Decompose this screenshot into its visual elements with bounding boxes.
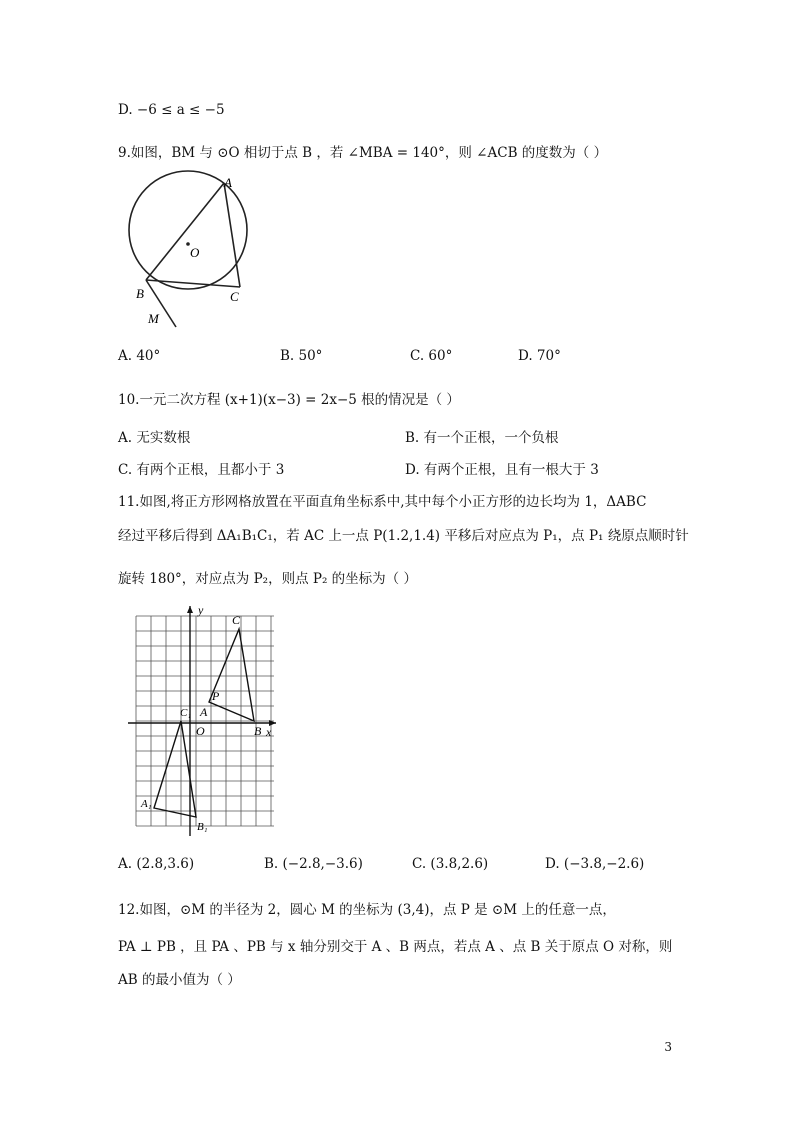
q11-stem-line1: 11.如图,将正方形网格放置在平面直角坐标系中,其中每个小正方形的边长均为 1，ΔABC [118, 494, 647, 510]
q11-option-a: A. (2.8,3.6) [118, 856, 195, 872]
label-c: C [230, 289, 239, 304]
q9-stem: 9.如图，BM 与 ⊙O 相切于点 B ，若 ∠MBA = 140°，则 ∠ACB 的度数为（ ） [118, 145, 608, 161]
label-x: x [266, 725, 272, 739]
label-b1: B₁ [197, 821, 208, 833]
q8-option-d: D. −6 ≤ a ≤ −5 [118, 102, 225, 118]
label-b: B [254, 724, 262, 738]
q11-option-b: B. (−2.8,−3.6) [264, 856, 363, 872]
q11-stem-line3: 旋转 180°，对应点为 P₂，则点 P₂ 的坐标为（ ） [118, 571, 417, 587]
label-y: y [198, 604, 204, 617]
q11-figure [128, 604, 278, 842]
label-m: M [148, 311, 159, 326]
q12-stem-line3: AB 的最小值为（ ） [118, 972, 241, 988]
q9-figure [128, 170, 288, 334]
label-c: C [232, 613, 241, 627]
triangle-abc [209, 629, 254, 721]
q11-stem-line2: 经过平移后得到 ΔA₁B₁C₁，若 AC 上一点 P(1.2,1.4) 平移后对应点为 P₁，点 P₁ 绕原点顺时针 [118, 528, 689, 544]
chord-bc [146, 280, 240, 287]
q10-stem: 10.一元二次方程 (x+1)(x−3) = 2x−5 根的情况是（ ） [118, 392, 460, 408]
chord-ab [146, 183, 224, 280]
label-a: A [224, 175, 232, 190]
q11-option-d: D. (−3.8,−2.6) [545, 856, 645, 872]
y-axis-arrow [187, 606, 193, 613]
label-a: A [200, 705, 208, 719]
label-a1: A₁ [141, 798, 152, 810]
page-number: 3 [664, 1040, 672, 1054]
label-b: B [136, 286, 144, 301]
q10-option-b: B. 有一个正根，一个负根 [405, 430, 559, 446]
q11-option-c: C. (3.8,2.6) [412, 856, 489, 872]
label-o: O [190, 245, 200, 260]
q9-option-d: D. 70° [518, 348, 561, 364]
q10-option-a: A. 无实数根 [118, 430, 191, 446]
label-o: O [196, 724, 205, 738]
q12-stem-line2: PA ⊥ PB ，且 PA 、PB 与 x 轴分别交于 A 、B 两点，若点 A 、点 B 关于原点 O 对称，则 [118, 939, 673, 955]
q9-option-c: C. 60° [410, 348, 453, 364]
q9-option-a: A. 40° [118, 348, 161, 364]
q10-option-d: D. 有两个正根，且有一根大于 3 [405, 462, 599, 478]
label-c1: C₁ [180, 707, 192, 719]
q10-option-c: C. 有两个正根，且都小于 3 [118, 462, 285, 478]
q12-stem-line1: 12.如图，⊙M 的半径为 2，圆心 M 的坐标为 (3,4)，点 P 是 ⊙M 上的任意一点， [118, 902, 616, 918]
label-p: P [212, 689, 220, 703]
q9-option-b: B. 50° [280, 348, 323, 364]
